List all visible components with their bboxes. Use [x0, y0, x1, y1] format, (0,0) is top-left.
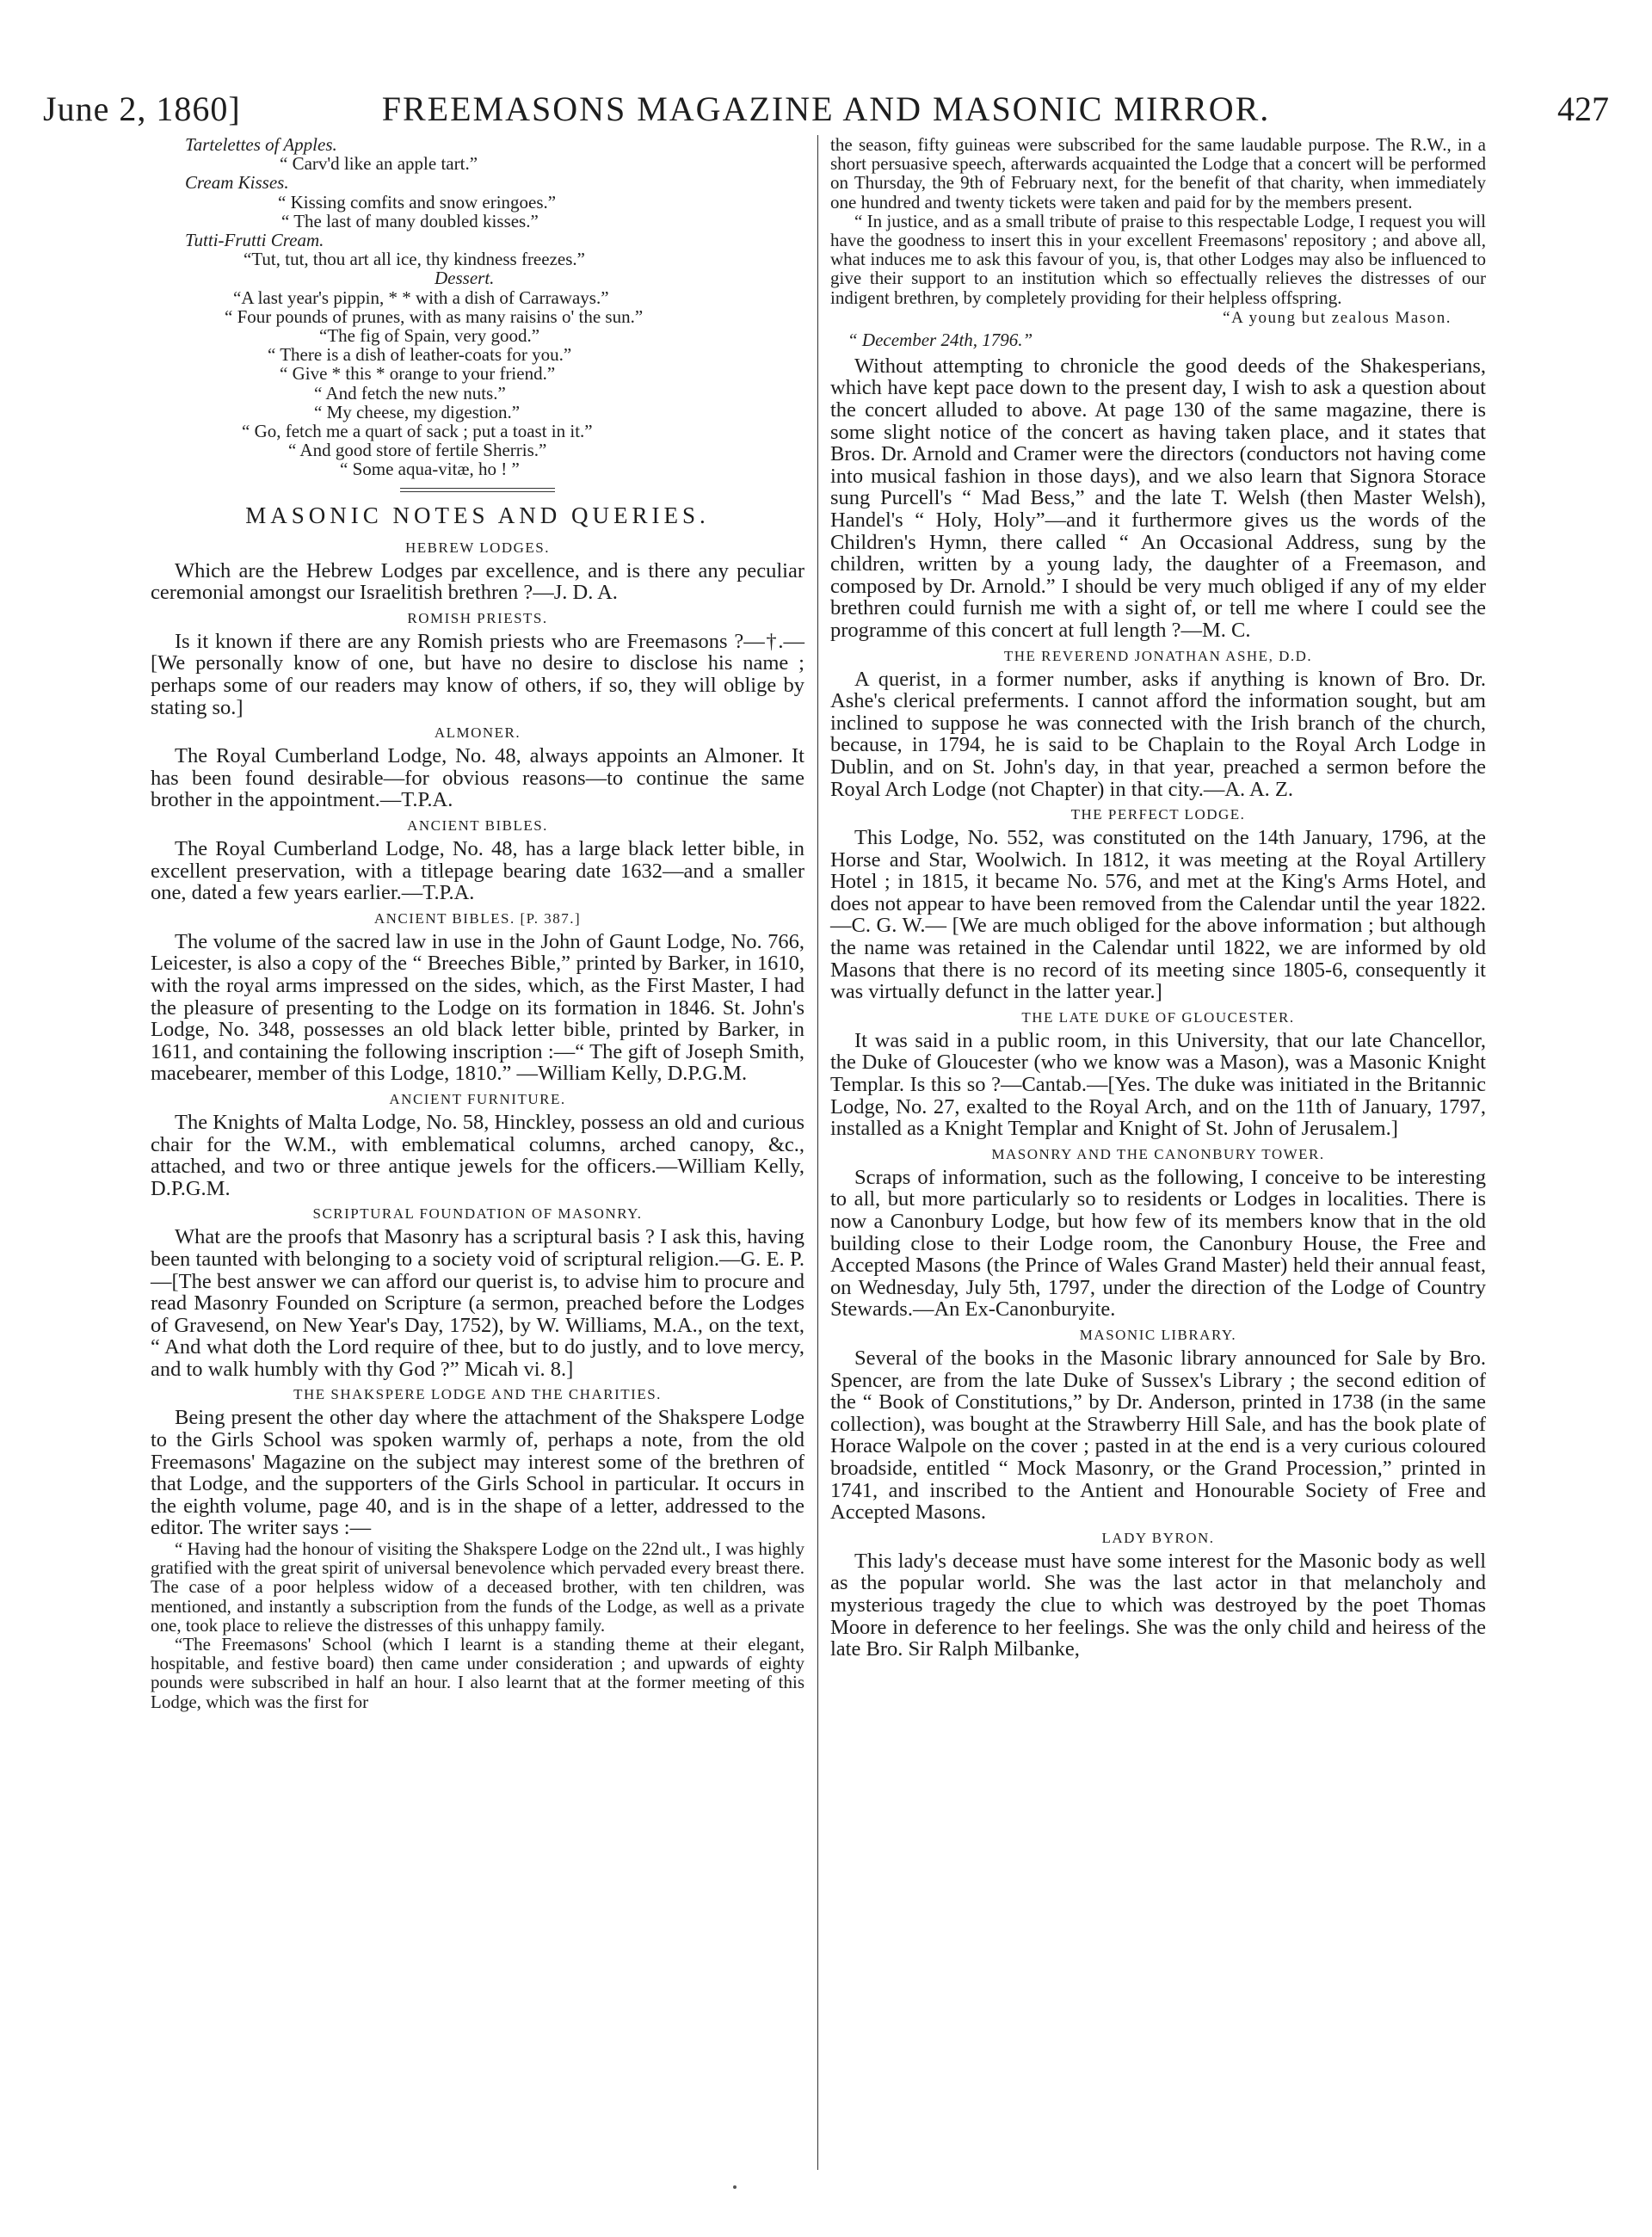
menu-quote: “ Give * this * orange to your friend.”	[280, 363, 556, 385]
menu-quote: “ There is a dish of leather-coats for you.”	[268, 344, 572, 366]
menu-quote: “ Four pounds of prunes, with as many raisins o' the sun.”	[225, 305, 644, 327]
page-header	[43, 88, 1609, 131]
subhead-ancient-bibles: ANCIENT BIBLES.	[407, 817, 548, 834]
menu-quote: “ Carv'd like an apple tart.”	[280, 153, 478, 175]
subhead-scriptural-foundation: SCRIPTURAL FOUNDATION OF MASONRY.	[312, 1205, 643, 1223]
note-lady-byron: This lady's decease must have some interest for the Masonic body as well as the popular world. She was the last actor in that melancholy and mysterious tragedy the clue to which was destroyed by the poet Thomas Moore in deference to her feelings. She was the only child and heiress of the late Bro. Sir Ralph Milbanke,	[830, 1549, 1486, 1661]
section-rule	[400, 488, 555, 492]
subhead-duke-of-gloucester: THE LATE DUKE OF GLOUCESTER.	[1021, 1008, 1295, 1026]
letter-quote: “ Having had the honour of visiting the Shakspere Lodge on the 22nd ult., I was highly gratified with the great spirit of universal benevolence which pervaded every breast there. The case of a poor helpless widow of a deceased brother, with ten children, was mentioned, and instantly a subscription from the funds of the Lodge, as well as a private one, took place to relieve the distresses of this unhappy family.	[151, 1538, 804, 1636]
menu-quote: “ The last of many doubled kisses.”	[281, 210, 539, 231]
magazine-title: FREEMASONS MAGAZINE AND MASONIC MIRROR.	[381, 89, 1271, 128]
note-almoner: The Royal Cumberland Lodge, No. 48, always appoints an Almoner. It has been found desirable—for obvious reasons—to continue the same brother in the appointment.—T.P.A.	[151, 744, 804, 812]
letter-quote: “ In justice, and as a small tribute of praise to this respectable Lodge, I request you will have the goodness to insert this in your excellent Freemasons' repository ; and above all, what induces me to ask this favour of you, is, that other Lodges may also be influenced to give their support to an institution which so effectually relieves the distresses of our indigent brethren, by completely providing for their helpless offspring.	[830, 210, 1486, 308]
subhead-ancient-bibles-2: ANCIENT BIBLES. [P. 387.]	[373, 909, 582, 927]
note-shakspere-lodge: Being present the other day where the attachment of the Shakspere Lodge to the Girls School was spoken warmly of, perhaps a note, from the old Freemasons' Magazine on the subject may interest some of the brethren of that Lodge, and the supporters of the Girls School in particular. It occurs in the eighth volume, page 40, and is in the shape of a letter, addressed to the editor. The writer says :—	[151, 1406, 804, 1540]
column-divider	[817, 135, 818, 2170]
menu-quote: “A last year's pippin, * * with a dish of Carraways.”	[233, 287, 609, 308]
menu-heading: Cream Kisses.	[185, 172, 289, 194]
note-scriptural-foundation: What are the proofs that Masonry has a scriptural basis ? I ask this, having been taunted with belonging to a society void of scriptural religion.—G. E. P.—[The best answer we can afford our querist is, to advise him to procure and read Masonry Founded on Scripture (a sermon, preached before the Lodges of Gravesend, on New Year's Day, 1752), by W. Williams, M.A., on the text, “ And what doth the Lord require of thee, but to do justly, and to love mercy, and to walk humbly with thy God ?” Micah vi. 8.]	[151, 1225, 804, 1381]
subhead-perfect-lodge: THE PERFECT LODGE.	[1070, 806, 1246, 823]
subhead-canonbury-tower: MASONRY AND THE CANONBURY TOWER.	[991, 1145, 1325, 1162]
menu-heading: Tutti-Frutti Cream.	[185, 230, 324, 251]
menu-quote: “ Go, fetch me a quart of sack ; put a toast in it.”	[242, 421, 593, 442]
subhead-hebrew-lodges: HEBREW LODGES.	[404, 539, 550, 556]
letter-quote-continued: the season, fifty guineas were subscribed for the same laudable purpose. The R.W., in a short persuasive speech, afterwards acquainted the Lodge that a concert will be performed on Thursday, the 9th of February next, for the benefit of that charity, when immediately one hundred and twenty tickets were taken and paid for by the members present.	[830, 134, 1486, 213]
subhead-romish-priests: ROMISH PRIESTS.	[407, 609, 548, 626]
note-ancient-bibles: The Royal Cumberland Lodge, No. 48, has a large black letter bible, in excellent preservation, with a titlepage bearing date 1632—and a smaller one, dated a few years earlier.—T.P.A.	[151, 837, 804, 905]
menu-quote: “ And fetch the new nuts.”	[314, 382, 506, 404]
note-jonathan-ashe: A querist, in a former number, asks if anything is known of Bro. Dr. Ashe's clerical preferments. I cannot afford the information sought, but am inclined to suppose he was connected with the Irish branch of the church, because, in 1794, he is said to be Chaplain to the Royal Arch Lodge in Dublin, and on St. John's day, in that year, preached a sermon before the Royal Arch Lodge (not Chapter) in that city.—A. A. Z.	[830, 667, 1486, 801]
note-hebrew-lodges: Which are the Hebrew Lodges par excellence, and is there any peculiar ceremonial amongst our Israelitish brethren ?—J. D. A.	[151, 558, 804, 605]
subhead-almoner: ALMONER.	[434, 724, 521, 742]
menu-heading: Dessert.	[435, 268, 495, 289]
note-ancient-bibles-2: The volume of the sacred law in use in the John of Gaunt Lodge, No. 766, Leicester, is also a copy of the “ Breeches Bible,” printed by Barker, in 1610, with the royal arms impressed on the sides, which, as the First Master, I had the pleasure of presenting to the Lodge on its formation in 1846. St. John's Lodge, No. 348, possesses an old black letter bible, printed by Barker, in 1611, and containing the following inscription :—“ The gift of Joseph Smith, macebearer, member of this Lodge, 1810.” —William Kelly, D.P.G.M.	[151, 929, 804, 1086]
page-number: 427	[1557, 89, 1609, 128]
section-title: MASONIC NOTES AND QUERIES.	[245, 502, 710, 528]
letter-date: “ December 24th, 1796.”	[848, 329, 1033, 350]
subhead-masonic-library: MASONIC LIBRARY.	[1079, 1326, 1237, 1343]
print-speck	[733, 2185, 737, 2189]
menu-quote: “Tut, tut, thou art all ice, thy kindness freezes.”	[243, 249, 585, 270]
menu-quote: “The fig of Spain, very good.”	[319, 325, 540, 347]
note-concert-query: Without attempting to chronicle the good deeds of the Shakesperians, which have kept pace down to the present day, I wish to ask a question about the concert alluded to above. At page 130 of the same magazine, there is some slight notice of the concert as having taken place, and it states that Bros. Dr. Arnold and Cramer were the directors (conductors not having come into musical fashion in those days), and we also learn that Signora Storace sung Purcell's “ Mad Bess,” and the late T. Welsh (then Master Welsh), Handel's “ Holy, Holy”—and it furthermore gives us the words of the Children's Hymn, there called “ An Occasional Address, sung by the children, written by a young lady, the daughter of a Freemason, and composed by Dr. Arnold.” I should be very much obliged if any of my elder brethren could furnish me with a sight of, or tell me where I could see the programme of this concert at full length ?—M. C.	[830, 354, 1486, 642]
note-masonic-library: Several of the books in the Masonic library announced for Sale by Bro. Spencer, are from the late Duke of Sussex's Library ; the second edition of the “ Book of Constitutions,” by Dr. Anderson, printed in 1738 (in the same collection), was bought at the Strawberry Hill Sale, and has the book plate of Horace Walpole on the cover ; pasted in at the end is a very curious coloured broadside, entitled “ Mock Masonry, or the Grand Procession,” printed in 1741, and inscribed to the Antient and Honourable Society of Free and Accepted Masons.	[830, 1346, 1486, 1525]
subhead-shakspere-lodge: THE SHAKSPERE LODGE AND THE CHARITIES.	[293, 1386, 662, 1403]
note-romish-priests: Is it known if there are any Romish priests who are Freemasons ?—†.—[We personally know of one, but have no desire to disclose his name ; perhaps some of our readers may know of others, if so, they will oblige by stating so.]	[151, 629, 804, 719]
menu-quote: “ And good store of fertile Sherris.”	[288, 440, 547, 461]
note-ancient-furniture: The Knights of Malta Lodge, No. 58, Hinckley, possess an old and curious chair for the W.M., with emblematical columns, arched canopy, &c., attached, and two or three antique jewels for the officers.—William Kelly, D.P.G.M.	[151, 1110, 804, 1200]
menu-heading: Tartelettes of Apples.	[185, 134, 337, 155]
issue-date: June 2, 1860]	[43, 89, 241, 128]
menu-quote: “ My cheese, my digestion.”	[314, 401, 521, 422]
right-column	[830, 135, 1486, 1661]
subhead-jonathan-ashe: THE REVEREND JONATHAN ASHE, D.D.	[1003, 647, 1313, 664]
note-duke-of-gloucester: It was said in a public room, in this University, that our late Chancellor, the Duke of Gloucester (who we know was a Mason), was a Masonic Knight Templar. Is this so ?—Cantab.—[Yes. The duke was initiated in the Britannic Lodge, No. 27, exalted to the Royal Arch, and on the 11th of January, 1797, installed as a Knight Templar and Knight of St. John of Jerusalem.]	[830, 1028, 1486, 1141]
menu-verse-block	[151, 135, 804, 479]
subhead-ancient-furniture: ANCIENT FURNITURE.	[389, 1090, 566, 1107]
letter-signature: “A young but zealous Mason.	[1223, 308, 1452, 327]
note-canonbury-tower: Scraps of information, such as the following, I conceive to be interesting to all, but more particularly so to residents or Lodges in localities. There is now a Canonbury Lodge, but how few of its members know that in the old building close to their Lodge room, the Canonbury House, the Free and Accepted Masons (the Prince of Wales Grand Master) held their annual feast, on Wednesday, July 5th, 1797, under the direction of the Lodge of Country Stewards.—An Ex-Canonburyite.	[830, 1165, 1486, 1322]
menu-quote: “ Kissing comfits and snow eringoes.”	[278, 191, 557, 213]
letter-quote: “The Freemasons' School (which I learnt is a standing theme at their elegant, hospitable, and festive board) then came under consideration ; and upwards of eighty pounds were subscribed in half an hour. I also learnt that at the former meeting of this Lodge, which was the first for	[151, 1634, 804, 1712]
note-perfect-lodge: This Lodge, No. 552, was constituted on the 14th January, 1796, at the Horse and Star, Woolwich. In 1812, it was meeting at the Royal Artillery Hotel ; in 1815, it became No. 576, and met at the King's Arms Hotel, and does not appear to have been removed from the Calendar until the year 1822.—C. G. W.— [We are much obliged for the above information ; but although the name was retained in the Calendar until 1822, we are informed by old Masons that there is no record of its meeting since 1805-6, consequently it was virtually defunct in the latter year.]	[830, 826, 1486, 1004]
menu-quote: “ Some aqua-vitæ, ho ! ”	[340, 459, 520, 480]
left-column	[151, 135, 804, 1711]
subhead-lady-byron: LADY BYRON.	[1101, 1529, 1215, 1546]
